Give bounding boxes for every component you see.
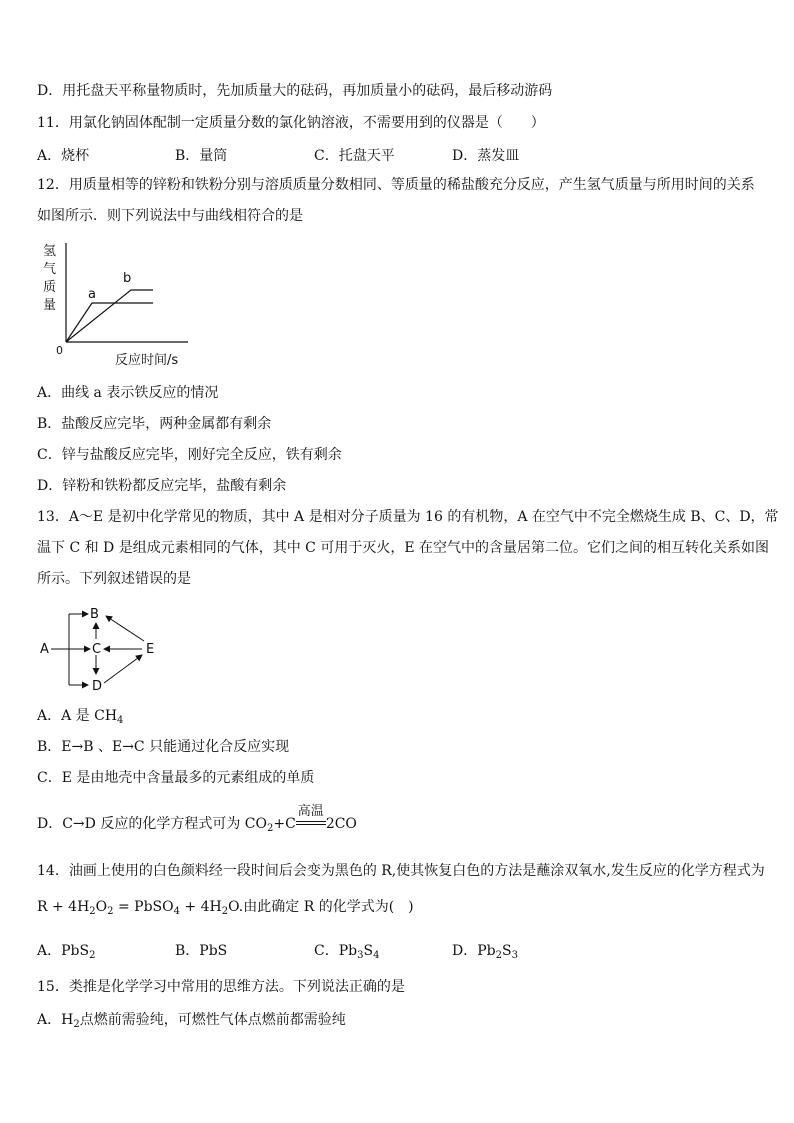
q15-option-a: A．$H_2$点燃前需验纯，可燃性气体点燃前都需验纯 <box>37 1012 346 1030</box>
q13-stem-line3: 所示。下列叙述错误的是 <box>37 571 191 587</box>
q12-x-axis-label: 反应时间/s <box>115 353 179 368</box>
q13-node-e: E <box>146 642 155 657</box>
q13-option-d: D．C→D 反应的化学方程式可为 $CO_2+C$ 高温 2CO <box>37 815 357 838</box>
q13-stem-line2: 温下 C 和 D 是组成元素相同的气体，其中 C 可用于灭火，E 在空气中的含量居第二位。它们之间的相互转化关系如图 <box>37 540 770 556</box>
q14-stem-line1: 14．油画上使用的白色颜料经一段时间后会变为黑色的 R,使其恢复白色的方法是蘸涂双氧水,发生反应的化学方程式为 <box>37 863 765 879</box>
q12-origin-label: 0 <box>56 344 63 357</box>
q13-arrow-e-b <box>106 616 144 641</box>
q12-hydrogen-time-graph <box>40 240 200 370</box>
q11-option-b: B．量筒 <box>175 148 228 164</box>
q13-option-c: C．E 是由地壳中含量最多的元素组成的单质 <box>37 770 315 786</box>
q13-reaction-condition: 高温 <box>296 820 326 838</box>
q11-option-c: C．托盘天平 <box>314 148 395 164</box>
q14-option-a: A．PbS$_2$ <box>37 943 96 961</box>
q12-y-label-char: 氢 <box>43 244 57 259</box>
q14-option-b: B．PbS <box>175 943 228 959</box>
q11-option-d: D．蒸发皿 <box>452 148 520 164</box>
q12-y-label-char: 气 <box>43 262 57 277</box>
q13-node-c: C <box>92 642 102 657</box>
q12-y-label-char: 质 <box>43 280 57 295</box>
q12-option-d: D．锌粉和铁粉都反应完毕，盐酸有剩余 <box>37 478 287 494</box>
q12-stem-line1: 12．用质量相等的锌粉和铁粉分别与溶质质量分数相同、等质量的稀盐酸充分反应，产生氢气质量与所用时间的关系 <box>37 177 755 193</box>
q11-stem: 11．用氯化钠固体配制一定质量分数的氯化钠溶液，不需要用到的仪器是（ ） <box>37 115 545 131</box>
q14-option-d: D．$Pb_2S_3$ <box>452 943 518 961</box>
q12-option-b: B．盐酸反应完毕，两种金属都有剩余 <box>37 416 272 432</box>
q12-option-a: A．曲线 a 表示铁反应的情况 <box>37 385 219 401</box>
q14-option-c: C．$Pb_3S_4$ <box>314 943 380 961</box>
q12-stem-line2: 如图所示．则下列说法中与曲线相符合的是 <box>37 208 303 224</box>
q14-equation-line: $R + 4H_2O_2$ = PbSO$_4$ + $4H_2O$.由此确定 R 的化学式为( ) <box>37 899 414 917</box>
q12-curve-a <box>66 303 153 342</box>
q15-stem: 15．类推是化学学习中常用的思维方法。下列说法正确的是 <box>37 979 405 995</box>
q12-curve-b <box>66 290 153 342</box>
q12-option-c: C．锌与盐酸反应完毕，刚好完全反应，铁有剩余 <box>37 447 342 463</box>
q13-arrow-d-e <box>104 655 142 683</box>
q12-y-label-char: 量 <box>43 298 57 313</box>
q11-option-a: A．烧杯 <box>37 148 90 164</box>
q13-option-b: B．E→B 、E→C 只能通过化合反应实现 <box>37 739 290 755</box>
q13-node-a: A <box>40 642 49 657</box>
q13-conversion-diagram <box>36 603 166 695</box>
q13-node-b: B <box>90 607 99 622</box>
q12-curve-b-label: b <box>123 271 132 286</box>
q10-option-d: D．用托盘天平称量物质时，先加质量大的砝码，再加质量小的砝码，最后移动游码 <box>37 83 553 99</box>
q13-option-a: A．A 是 $CH_4$ <box>37 708 124 726</box>
q13-node-d: D <box>92 679 103 694</box>
q12-curve-a-label: a <box>88 287 96 302</box>
q13-stem-line1: 13．A～E 是初中化学常见的物质，其中 A 是相对分子质量为 16 的有机物，A 在空气中不完全燃烧生成 B、C、D，常 <box>37 509 779 525</box>
